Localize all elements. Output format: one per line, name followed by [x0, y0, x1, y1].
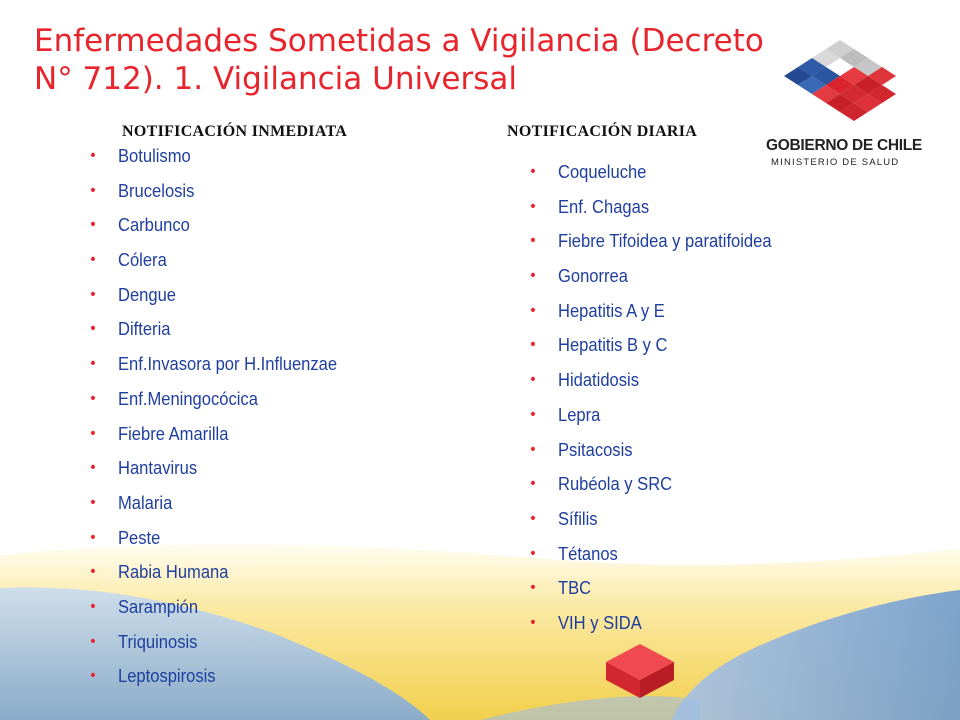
- list-item: • Malaria: [118, 486, 337, 521]
- list-item: • Peste: [118, 521, 337, 556]
- list-item: • Rabia Humana: [118, 555, 337, 590]
- list-item: • Enf.Invasora por H.Influenzae: [118, 347, 337, 382]
- list-item: • Lepra: [558, 398, 772, 433]
- list-item: • Hidatidosis: [558, 363, 772, 398]
- list-item: • Rubéola y SRC: [558, 467, 772, 502]
- immediate-disease-list: [118, 139, 356, 694]
- list-item: • Sarampión: [118, 590, 337, 625]
- logo-subtitle: MINISTERIO DE SALUD: [771, 157, 900, 168]
- list-item: • Sífilis: [558, 502, 772, 537]
- logo-title: GOBIERNO DE CHILE: [766, 137, 922, 154]
- title-line-2: N° 712). 1. Vigilancia Universal: [34, 61, 518, 97]
- list-item: • Gonorrea: [558, 259, 772, 294]
- list-item: • Leptospirosis: [118, 659, 337, 694]
- daily-disease-list: [558, 155, 790, 641]
- list-item: • Botulismo: [118, 139, 337, 174]
- list-item: • Hantavirus: [118, 451, 337, 486]
- list-item: • Coqueluche: [558, 155, 772, 190]
- list-item: • Fiebre Tifoidea y paratifoidea: [558, 224, 772, 259]
- list-item: • Brucelosis: [118, 174, 337, 209]
- list-item: • Difteria: [118, 312, 337, 347]
- title-line-1: Enfermedades Sometidas a Vigilancia (Decreto: [34, 23, 764, 59]
- list-item: • Fiebre Amarilla: [118, 417, 337, 452]
- list-item: • Hepatitis B y C: [558, 328, 772, 363]
- list-item: • Hepatitis A y E: [558, 294, 772, 329]
- list-item: • TBC: [558, 571, 772, 606]
- list-item: • VIH y SIDA: [558, 606, 772, 641]
- list-item: • Carbunco: [118, 208, 337, 243]
- list-item: • Psitacosis: [558, 433, 772, 468]
- heading-daily-notification: NOTIFICACIÓN DIARIA: [507, 123, 698, 140]
- heading-immediate-notification: NOTIFICACIÓN INMEDIATA: [122, 123, 348, 140]
- list-item: • Enf.Meningocócica: [118, 382, 337, 417]
- list-item: • Triquinosis: [118, 625, 337, 660]
- list-item: • Tétanos: [558, 537, 772, 572]
- list-item: • Enf. Chagas: [558, 190, 772, 225]
- slide-title: [34, 22, 764, 98]
- list-item: • Dengue: [118, 278, 337, 313]
- list-item: • Cólera: [118, 243, 337, 278]
- decorative-cube-icon: [600, 640, 680, 700]
